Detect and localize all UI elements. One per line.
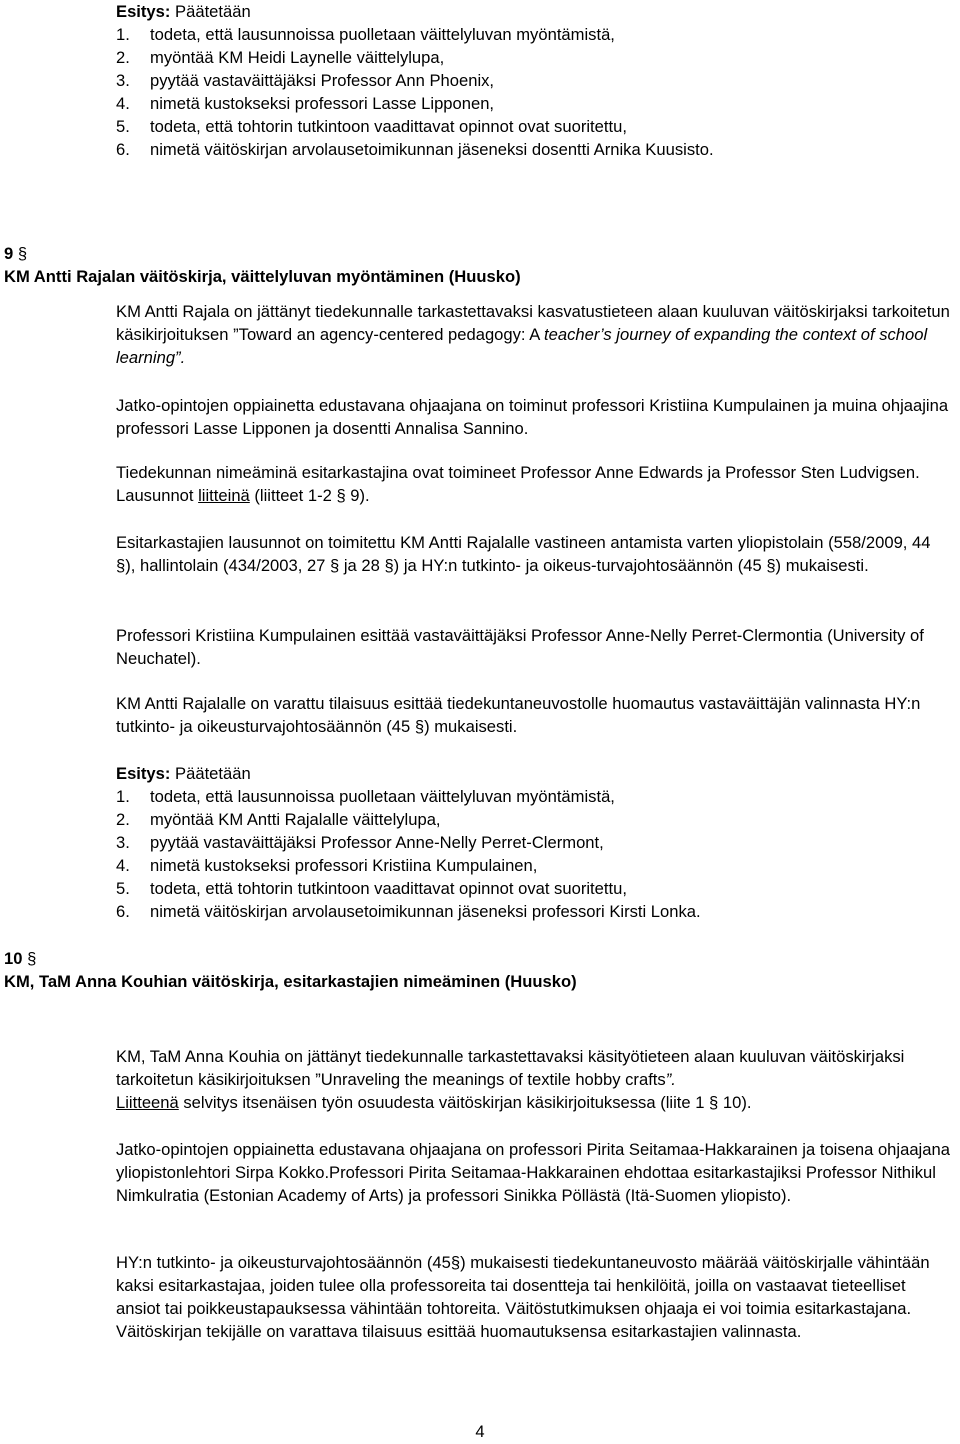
section-10-p2: [0, 1138, 960, 1207]
paragraph: Professori Kristiina Kumpulainen esittää vastaväittäjäksi Professor Anne-Nelly Perret-Clermontia (University of Neuchatel).: [116, 626, 924, 668]
list-item: 3. pyytää vastaväittäjäksi Professor Anne-Nelly Perret-Clermont,: [116, 833, 604, 852]
attachment-link[interactable]: Liitteenä: [116, 1093, 179, 1112]
section-9-p5: [0, 624, 960, 670]
paragraph: KM Antti Rajalalle on varattu tilaisuus esittää tiedekuntaneuvostolle huomautus vastaväittäjän valinnasta HY:n tutkinto- ja oikeusturvajohtosäännön (45 §) mukaisesti.: [116, 694, 921, 736]
section-heading: 10 § KM, TaM Anna Kouhian väitöskirja, esitarkastajien nimeäminen (Huusko): [4, 949, 577, 991]
list-item: 2. myöntää KM Antti Rajalalle väittelylupa,: [116, 810, 441, 829]
paragraph: KM Antti Rajala on jättänyt tiedekunnalle tarkastettavaksi kasvatustieteen alaan kuuluvan väitöskirjaksi tarkoitetun käsikirjoituksen ”Toward an agency-centered pedagogy: A teacher’s journey of expanding the context of school learning”.: [116, 302, 950, 367]
section-heading: 9 § KM Antti Rajalan väitöskirja, väittelyluvan myöntäminen (Huusko): [4, 244, 521, 286]
esitys-text: Päätetään: [175, 764, 251, 783]
list-item: 5. todeta, että tohtorin tutkintoon vaadittavat opinnot ovat suoritettu,: [116, 879, 627, 898]
section-9-p3: [0, 461, 960, 507]
section-9-p4: [0, 531, 960, 577]
section-9: [0, 242, 960, 288]
esitys-block-prev: [0, 0, 960, 161]
esitys-block-9: [0, 762, 960, 923]
section-9-body: [0, 300, 960, 369]
esitys-text: Päätetään: [175, 2, 251, 21]
list-item: 5. todeta, että tohtorin tutkintoon vaadittavat opinnot ovat suoritettu,: [116, 117, 627, 136]
decision-list: [0, 785, 960, 923]
attachment-link[interactable]: liitteinä: [198, 486, 250, 505]
esitys-line: [0, 762, 960, 785]
section-10-p1: [0, 1045, 960, 1114]
paragraph: HY:n tutkinto- ja oikeusturvajohtosäännön (45§) mukaisesti tiedekuntaneuvosto määrää väitöskirjalle vähintään kaksi esitarkastajaa, joiden tulee olla professoreita tai dosentteja tai henkilöitä, joilla on vastaavat tieteelliset ansiot tai poikkeustapauksessa vähintään tohtoreita. Väitöstutkimuksen ohjaaja ei voi toimia esitarkastajana. Väitöskirjan tekijälle on varattava tilaisuus esittää huomautuksensa esitarkastajien valinnasta.: [116, 1253, 930, 1341]
esitys-label: Esitys:: [116, 2, 171, 21]
section-9-p6: [0, 692, 960, 738]
list-item: 4. nimetä kustokseksi professori Lasse Lipponen,: [116, 94, 495, 113]
paragraph: Esitarkastajien lausunnot on toimitettu KM Antti Rajalalle vastineen antamista varten yliopistolain (558/2009, 44 §), hallintolain (434/2003, 27 § ja 28 §) ja HY:n tutkinto- ja oikeus-turvajohtosäännön (45 §) mukaisesti.: [116, 533, 931, 575]
section-9-p2: [0, 394, 960, 440]
section-title: KM Antti Rajalan väitöskirja, väittelyluvan myöntäminen (Huusko): [4, 267, 521, 286]
esitys-label: Esitys:: [116, 764, 171, 783]
decision-list: [0, 23, 960, 161]
list-item: 3. pyytää vastaväittäjäksi Professor Ann Phoenix,: [116, 71, 495, 90]
list-item: 6. nimetä väitöskirjan arvolausetoimikunnan jäseneksi professori Kirsti Lonka.: [116, 902, 701, 921]
section-10-p3: [0, 1251, 960, 1343]
esitys-line: [0, 0, 960, 23]
list-item: 4. nimetä kustokseksi professori Kristiina Kumpulainen,: [116, 856, 538, 875]
paragraph: Jatko-opintojen oppiainetta edustavana ohjaajana on toiminut professori Kristiina Kumpulainen ja muina ohjaajina professori Lasse Lipponen ja dosentti Annalisa Sannino.: [116, 396, 949, 438]
list-item: 2. myöntää KM Heidi Laynelle väittelylupa,: [116, 48, 445, 67]
page-number: 4: [475, 1422, 485, 1441]
list-item: 1. todeta, että lausunnoissa puolletaan väittelyluvan myöntämistä,: [116, 787, 615, 806]
paragraph: Tiedekunnan nimeäminä esitarkastajina ovat toimineet Professor Anne Edwards ja Professor Sten Ludvigsen. Lausunnot liitteinä (liitteet 1-2 § 9).: [116, 463, 920, 505]
section-10: [0, 947, 960, 993]
paragraph: KM, TaM Anna Kouhia on jättänyt tiedekunnalle tarkastettavaksi käsityötieteen alaan kuuluvan väitöskirjaksi tarkoitetun käsikirjoituksen ”Unraveling the meanings of textile hobby crafts”. Liitteenä selvitys itsenäisen työn osuudesta väitöskirjan käsikirjoituksessa (liite 1 § 10).: [116, 1047, 905, 1112]
list-item: 1. todeta, että lausunnoissa puolletaan väittelyluvan myöntämistä,: [116, 25, 615, 44]
section-title: KM, TaM Anna Kouhian väitöskirja, esitarkastajien nimeäminen (Huusko): [4, 972, 577, 991]
paragraph: Jatko-opintojen oppiainetta edustavana ohjaajana on professori Pirita Seitamaa-Hakkarainen ja toisena ohjaajana yliopistonlehtori Sirpa Kokko.Professori Pirita Seitamaa-Hakkarainen ehdottaa esitarkastajiksi Professor Nithikul Nimkulratia (Estonian Academy of Arts) ja professori Sinikka Pöllästä (Itä-Suomen yliopisto).: [116, 1140, 950, 1205]
list-item: 6. nimetä väitöskirjan arvolausetoimikunnan jäseneksi dosentti Arnika Kuusisto.: [116, 140, 714, 159]
